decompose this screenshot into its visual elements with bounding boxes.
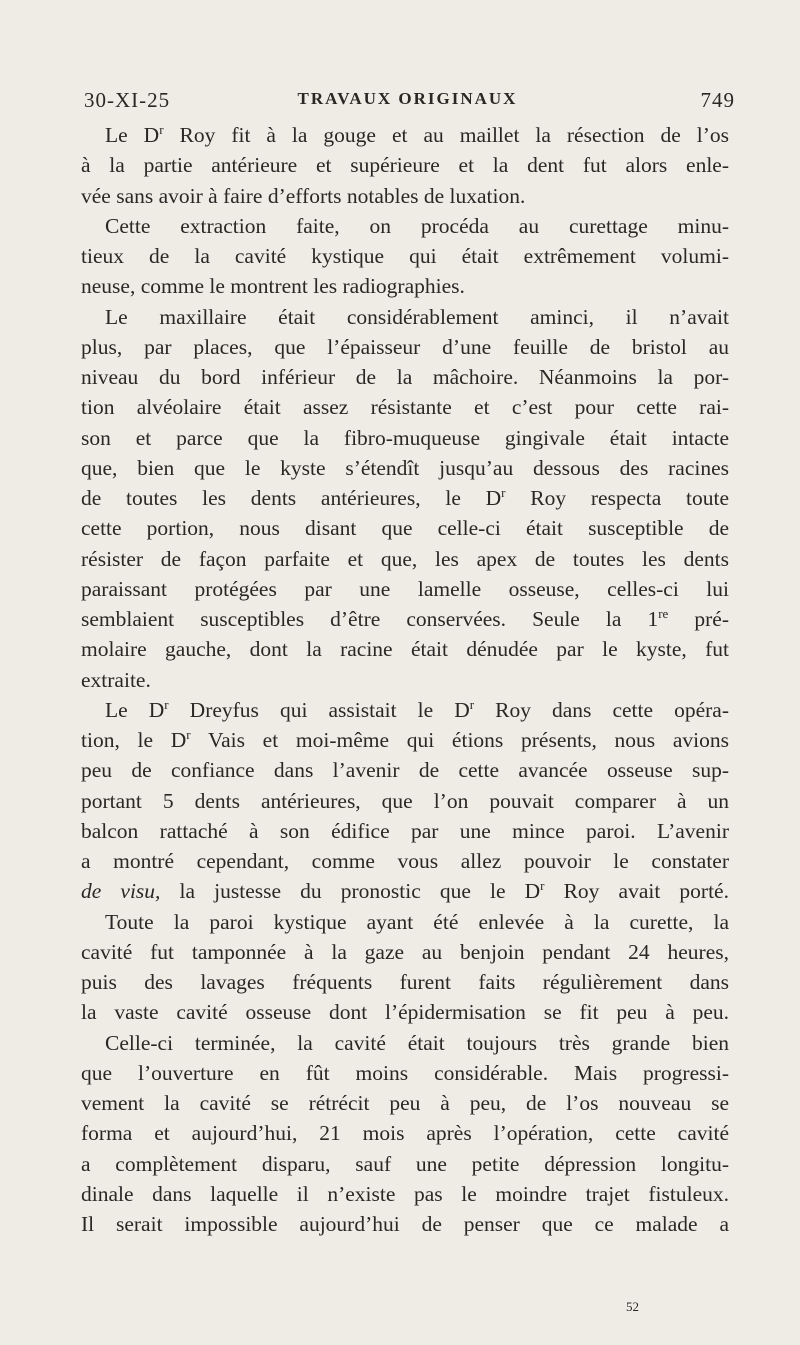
text-line (81, 1209, 729, 1239)
superscript: r (540, 878, 545, 894)
text-line (81, 120, 729, 150)
text-run: que, bien que le kyste s’étendît jusqu’au dessous des racines (81, 455, 729, 480)
running-header (80, 88, 735, 118)
text-line (81, 332, 729, 362)
text-run: la justesse du pronostic que le D (160, 879, 541, 904)
text-line (81, 271, 729, 301)
text-run: balcon rattaché à son édifice par une mince paroi. L’avenir (81, 818, 729, 843)
text-run: puis des lavages fréquents furent faits régulièrement dans (81, 970, 729, 994)
text-line (81, 1118, 729, 1148)
text-run: paraissant protégées par une lamelle osseuse, celles-ci lui (81, 576, 729, 601)
text-run: plus, par places, que l’épaisseur d’une feuille de bristol au (81, 334, 729, 359)
text-run: tion alvéolaire était assez résistante et c’est pour cette rai- (81, 395, 729, 420)
text-run: vée sans avoir à faire d’efforts notables de luxation. (81, 183, 526, 208)
text-run: niveau du bord inférieur de la mâchoire. Néanmoins la por- (81, 365, 729, 389)
text-run: extraite. (81, 667, 151, 692)
text-run: de toutes les dents antérieures, le D (81, 486, 502, 510)
text-line (81, 302, 729, 332)
text-run: Dreyfus qui assistait le D (168, 697, 470, 722)
text-line (81, 1058, 729, 1088)
text-line (81, 241, 729, 271)
text-run: a complètement disparu, sauf une petite dépression longitu- (81, 1151, 729, 1176)
text-run: à la partie antérieure et supérieure et la dent fut alors enle- (81, 153, 729, 178)
text-run: Le D (105, 697, 165, 722)
text-line (81, 574, 729, 604)
text-line (81, 453, 729, 483)
superscript: r (501, 484, 506, 500)
text-line (81, 634, 729, 664)
text-line (81, 1088, 729, 1118)
text-line (81, 513, 729, 543)
text-line (81, 665, 729, 695)
header-date: 30-XI-25 (84, 88, 171, 112)
text-line (81, 846, 729, 876)
text-line (81, 544, 729, 574)
text-line (81, 150, 729, 180)
superscript: r (164, 696, 169, 712)
text-run: Roy fit à la gouge et au maillet la résection de l’os (163, 123, 729, 147)
text-line (81, 1028, 729, 1058)
text-run: semblaient susceptibles d’être conservées. Seule la 1 (81, 607, 659, 631)
superscript: re (658, 605, 669, 621)
text-run: a montré cependant, comme vous allez pouvoir le constater (81, 849, 729, 873)
text-run: dinale dans laquelle il n’existe pas le moindre trajet fistuleux. (81, 1181, 729, 1206)
signature-mark: 52 (626, 1299, 639, 1314)
text-line (81, 997, 729, 1027)
text-line (81, 695, 729, 725)
page-number: 749 (700, 88, 735, 112)
text-run: Vais et moi-même qui étions présents, nous avions (190, 728, 729, 752)
text-line (81, 362, 729, 392)
text-run: molaire gauche, dont la racine était dénudée par le kyste, fut (81, 637, 729, 662)
text-run: Le maxillaire était considérablement aminci, il n’avait (105, 304, 729, 329)
text-line (81, 967, 729, 997)
text-line (81, 483, 729, 513)
text-run: forma et aujourd’hui, 21 mois après l’opération, cette cavité (81, 1121, 729, 1146)
text-line (81, 907, 729, 937)
text-line (81, 181, 729, 211)
text-run: Roy respecta toute (505, 486, 729, 510)
text-run: Celle-ci terminée, la cavité était toujours très grande bien (105, 1030, 729, 1055)
text-run: peu de confiance dans l’avenir de cette avancée osseuse sup- (81, 758, 729, 783)
text-line (81, 725, 729, 755)
text-line (81, 1149, 729, 1179)
superscript: r (186, 726, 191, 742)
text-line (81, 1179, 729, 1209)
text-line (81, 876, 729, 906)
text-run: Le D (105, 123, 160, 147)
text-run: la vaste cavité osseuse dont l’épidermisation se fit peu à peu. (81, 1000, 729, 1025)
text-run: que l’ouverture en fût moins considérable. Mais progressi- (81, 1060, 729, 1085)
text-run: Roy dans cette opéra- (474, 697, 729, 722)
text-run: Toute la paroi kystique ayant été enlevée à la curette, la (105, 909, 729, 934)
text-run: résister de façon parfaite et que, les apex de toutes les dents (81, 546, 729, 571)
body-text (81, 120, 729, 1239)
superscript: r (159, 121, 164, 137)
text-run: pré- (668, 607, 729, 631)
text-run: neuse, comme le montrent les radiographies. (81, 274, 465, 299)
text-run: tieux de la cavité kystique qui était extrêmement volumi- (81, 244, 729, 268)
text-line (81, 604, 729, 634)
text-run: cette portion, nous disant que celle-ci était susceptible de (81, 516, 729, 541)
text-line (81, 392, 729, 422)
text-line (81, 755, 729, 785)
text-line (81, 786, 729, 816)
text-run: vement la cavité se rétrécit peu à peu, de l’os nouveau se (81, 1091, 729, 1115)
text-line (81, 816, 729, 846)
text-run: Roy avait porté. (544, 879, 729, 904)
text-run: tion, le D (81, 728, 187, 752)
superscript: r (469, 696, 475, 712)
italic-run: de visu, (81, 879, 161, 904)
header-title: TRAVAUX ORIGINAUX (297, 89, 518, 108)
text-run: son et parce que la fibro-muqueuse gingivale était intacte (81, 425, 729, 450)
text-line (81, 423, 729, 453)
text-line (81, 937, 729, 967)
text-run: portant 5 dents antérieures, que l’on pouvait comparer à un (81, 788, 729, 813)
text-line (81, 211, 729, 241)
text-run: Cette extraction faite, on procéda au curettage minu- (105, 213, 729, 238)
text-run: cavité fut tamponnée à la gaze au benjoin pendant 24 heures, (81, 939, 729, 964)
text-run: Il serait impossible aujourd’hui de penser que ce malade a (81, 1212, 729, 1236)
